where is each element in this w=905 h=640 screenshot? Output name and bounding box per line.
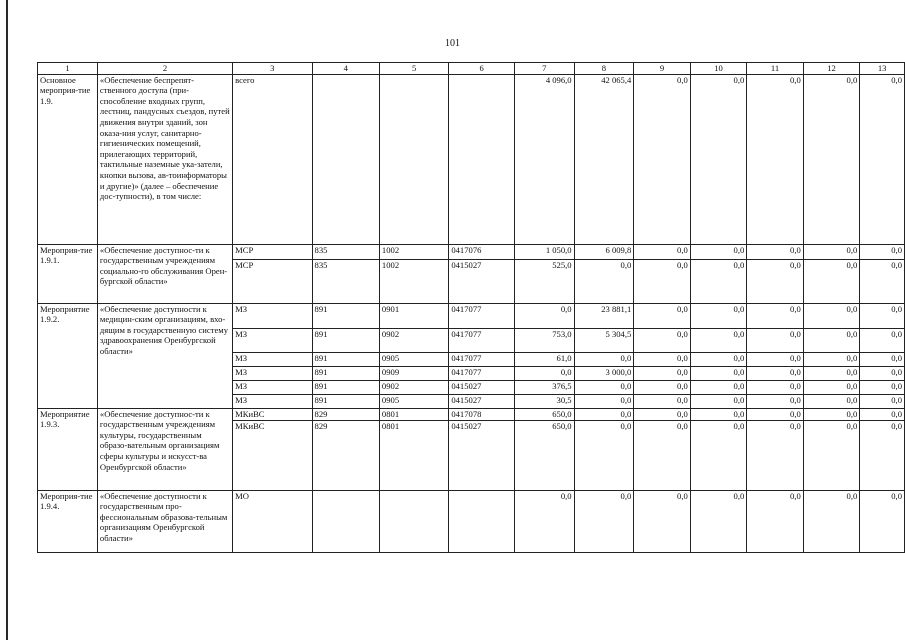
value-cell: 0,0	[803, 244, 860, 259]
value-cell: МЗ	[233, 394, 312, 408]
activity-description: «Обеспечение доступности к медицин-ским организациям, вхо-дящим в государственную систему здравоохранения Оренбургской области»	[97, 303, 232, 408]
value-cell: 0,0	[634, 380, 691, 394]
value-cell	[312, 74, 379, 244]
value-cell: 0,0	[634, 74, 691, 244]
value-cell: 0,0	[690, 380, 747, 394]
activity-number: Мероприя-тие 1.9.1.	[38, 244, 98, 303]
column-header: 11	[747, 63, 804, 75]
value-cell: 0,0	[690, 259, 747, 303]
column-header: 5	[379, 63, 448, 75]
value-cell: 0417077	[449, 352, 515, 366]
value-cell: 0,0	[860, 420, 905, 490]
value-cell: 0,0	[803, 259, 860, 303]
value-cell: 0417077	[449, 328, 515, 352]
value-cell: МСР	[233, 244, 312, 259]
value-cell: 0,0	[690, 352, 747, 366]
value-cell: 0,0	[860, 328, 905, 352]
value-cell: 376,5	[514, 380, 574, 394]
value-cell: 0,0	[860, 303, 905, 328]
value-cell: 0,0	[514, 490, 574, 552]
value-cell: 0,0	[803, 420, 860, 490]
value-cell: 0905	[379, 352, 448, 366]
value-cell: 0909	[379, 366, 448, 380]
value-cell: 0902	[379, 380, 448, 394]
value-cell: 0417076	[449, 244, 515, 259]
column-header: 9	[634, 63, 691, 75]
value-cell: 891	[312, 303, 379, 328]
column-header: 2	[97, 63, 232, 75]
value-cell: 891	[312, 366, 379, 380]
value-cell: 0,0	[747, 303, 804, 328]
value-cell: 0,0	[574, 490, 634, 552]
value-cell: 0,0	[747, 259, 804, 303]
value-cell: 0,0	[634, 420, 691, 490]
value-cell: 0,0	[747, 352, 804, 366]
column-header: 6	[449, 63, 515, 75]
value-cell: 0,0	[860, 244, 905, 259]
value-cell: 891	[312, 352, 379, 366]
value-cell: 0,0	[747, 328, 804, 352]
value-cell: 0415027	[449, 380, 515, 394]
value-cell: 0,0	[860, 366, 905, 380]
value-cell: 0,0	[690, 74, 747, 244]
value-cell: 0,0	[634, 352, 691, 366]
value-cell: 0,0	[574, 408, 634, 420]
column-header: 1	[38, 63, 98, 75]
value-cell: 753,0	[514, 328, 574, 352]
budget-table	[37, 62, 905, 553]
value-cell: 0,0	[860, 352, 905, 366]
value-cell: 0,0	[860, 408, 905, 420]
value-cell: 6 009,8	[574, 244, 634, 259]
value-cell: 650,0	[514, 420, 574, 490]
value-cell: 0,0	[514, 366, 574, 380]
value-cell: 891	[312, 380, 379, 394]
value-cell	[379, 490, 448, 552]
value-cell: 0,0	[747, 408, 804, 420]
column-header: 12	[803, 63, 860, 75]
value-cell: 0,0	[803, 352, 860, 366]
value-cell: 0,0	[690, 408, 747, 420]
value-cell: МКиВС	[233, 408, 312, 420]
value-cell: 0,0	[747, 490, 804, 552]
table-row	[38, 408, 905, 420]
value-cell	[379, 74, 448, 244]
value-cell: 0,0	[747, 420, 804, 490]
value-cell: 0,0	[803, 380, 860, 394]
value-cell: 0,0	[634, 490, 691, 552]
activity-description: «Обеспечение доступнос-ти к государственным учреждениям социально-го обслуживания Орен-бургской области»	[97, 244, 232, 303]
value-cell: 30,5	[514, 394, 574, 408]
value-cell: 0,0	[514, 303, 574, 328]
value-cell: 0,0	[690, 366, 747, 380]
value-cell: МЗ	[233, 328, 312, 352]
value-cell: 0,0	[634, 394, 691, 408]
value-cell: 0,0	[747, 366, 804, 380]
value-cell: 0,0	[634, 366, 691, 380]
value-cell: 0,0	[803, 366, 860, 380]
value-cell: 0,0	[634, 303, 691, 328]
value-cell: 0417078	[449, 408, 515, 420]
value-cell: МКиВС	[233, 420, 312, 490]
value-cell: 891	[312, 394, 379, 408]
value-cell: 0,0	[634, 259, 691, 303]
value-cell: 61,0	[514, 352, 574, 366]
value-cell: 0905	[379, 394, 448, 408]
value-cell: 0,0	[690, 328, 747, 352]
value-cell: 0,0	[803, 303, 860, 328]
value-cell: 0,0	[860, 74, 905, 244]
value-cell: 0,0	[860, 259, 905, 303]
value-cell: 0,0	[803, 394, 860, 408]
value-cell: 1 050,0	[514, 244, 574, 259]
value-cell: 0,0	[634, 328, 691, 352]
value-cell: 0,0	[690, 303, 747, 328]
column-header: 7	[514, 63, 574, 75]
value-cell: всего	[233, 74, 312, 244]
value-cell: 5 304,5	[574, 328, 634, 352]
column-header: 10	[690, 63, 747, 75]
value-cell: 0,0	[803, 74, 860, 244]
value-cell: 0,0	[574, 394, 634, 408]
table-row	[38, 490, 905, 552]
header-row	[38, 63, 905, 75]
activity-number: Мероприятие 1.9.3.	[38, 408, 98, 490]
value-cell: 23 881,1	[574, 303, 634, 328]
column-header: 3	[233, 63, 312, 75]
activity-description: «Обеспечение беспрепят-ственного доступа (при-способление входных групп, лестниц, пандусных съездов, путей движения внутри зданий, зон оказа-ния услуг, санитарно-гигиенических помещений, прилегающих территорий, тактильные наземные ука-затели, кнопки вызова, ав-тоинформаторы и другие)» (далее – обеспечение дос-тупности), в том числе:	[97, 74, 232, 244]
value-cell: 835	[312, 259, 379, 303]
value-cell: 0,0	[747, 244, 804, 259]
activity-description: «Обеспечение доступности к государственным про-фессиональным образова-тельным организациям Оренбургской области»	[97, 490, 232, 552]
value-cell: 650,0	[514, 408, 574, 420]
value-cell: 0901	[379, 303, 448, 328]
value-cell: 0,0	[803, 408, 860, 420]
value-cell: 0,0	[860, 380, 905, 394]
value-cell: 829	[312, 420, 379, 490]
table-row	[38, 74, 905, 244]
value-cell: 0415027	[449, 394, 515, 408]
activity-number: Мероприя-тие 1.9.4.	[38, 490, 98, 552]
value-cell: 0,0	[747, 74, 804, 244]
value-cell: 0801	[379, 420, 448, 490]
value-cell: 0,0	[860, 394, 905, 408]
value-cell: 0,0	[690, 394, 747, 408]
value-cell: 0902	[379, 328, 448, 352]
value-cell: 0,0	[574, 352, 634, 366]
table-row	[38, 303, 905, 328]
value-cell: 0,0	[803, 328, 860, 352]
value-cell: 0,0	[634, 244, 691, 259]
value-cell: 0415027	[449, 420, 515, 490]
value-cell: МО	[233, 490, 312, 552]
value-cell: 0,0	[574, 259, 634, 303]
value-cell	[312, 490, 379, 552]
value-cell: 835	[312, 244, 379, 259]
value-cell: 0,0	[747, 380, 804, 394]
value-cell: 0,0	[574, 380, 634, 394]
value-cell: 4 096,0	[514, 74, 574, 244]
value-cell: 0,0	[690, 490, 747, 552]
value-cell: 0,0	[690, 244, 747, 259]
column-header: 13	[860, 63, 905, 75]
value-cell: 0,0	[634, 408, 691, 420]
value-cell: 525,0	[514, 259, 574, 303]
column-header: 8	[574, 63, 634, 75]
value-cell: МЗ	[233, 352, 312, 366]
value-cell: 0,0	[747, 394, 804, 408]
value-cell: 3 000,0	[574, 366, 634, 380]
value-cell: МЗ	[233, 380, 312, 394]
value-cell	[449, 74, 515, 244]
value-cell	[449, 490, 515, 552]
page-number: 101	[445, 38, 460, 49]
activity-number: Основное мероприя-тие 1.9.	[38, 74, 98, 244]
value-cell: МСР	[233, 259, 312, 303]
activity-number: Мероприятие 1.9.2.	[38, 303, 98, 408]
value-cell: 829	[312, 408, 379, 420]
value-cell: 891	[312, 328, 379, 352]
value-cell: 0417077	[449, 303, 515, 328]
value-cell: 0801	[379, 408, 448, 420]
value-cell: 0,0	[803, 490, 860, 552]
value-cell: 0,0	[860, 490, 905, 552]
value-cell: 1002	[379, 259, 448, 303]
value-cell: МЗ	[233, 366, 312, 380]
margin-line	[6, 0, 8, 640]
value-cell: 0417077	[449, 366, 515, 380]
value-cell: 0415027	[449, 259, 515, 303]
column-header: 4	[312, 63, 379, 75]
value-cell: 0,0	[574, 420, 634, 490]
value-cell: 1002	[379, 244, 448, 259]
activity-description: «Обеспечение доступнос-ти к государственным учреждениям культуры, государственным образо-вательным организациям сферы культуры и искусст-ва Оренбургской области»	[97, 408, 232, 490]
value-cell: МЗ	[233, 303, 312, 328]
table-row	[38, 244, 905, 259]
value-cell: 42 065,4	[574, 74, 634, 244]
value-cell: 0,0	[690, 420, 747, 490]
